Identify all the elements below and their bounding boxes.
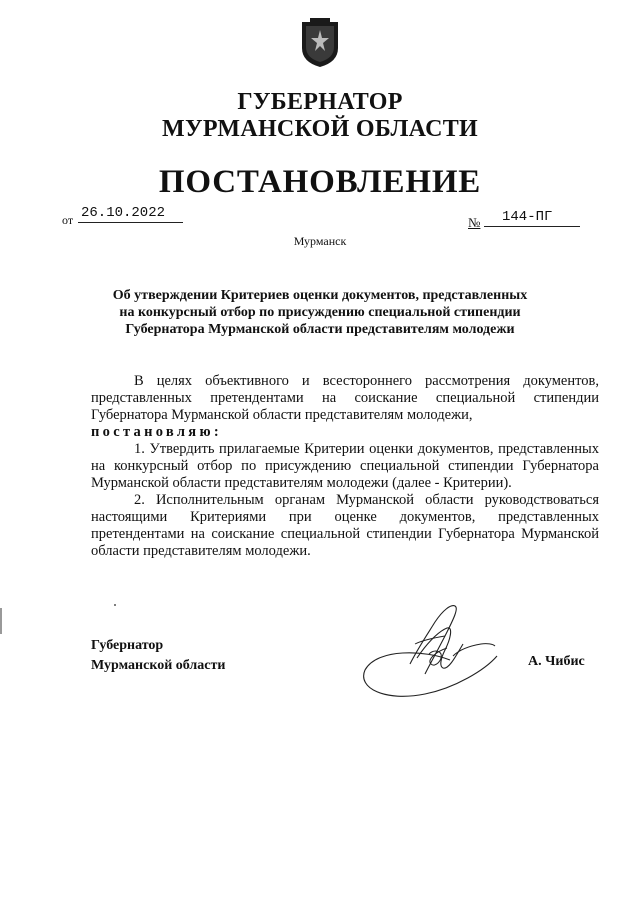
item-2-paragraph: 2. Исполнительным органам Мурманской области руководствоваться настоящими Критериями при оценке документов, представленных претендентами на соискание специальной стипендии Губернатора Мурманской области представителям молодежи. bbox=[91, 492, 599, 559]
document-body bbox=[91, 373, 599, 560]
city-name: Мурманск bbox=[293, 234, 347, 248]
item-1-paragraph: 1. Утвердить прилагаемые Критерии оценки документов, представленных на конкурсный отбор по присуждению специальной стипендии Губернатора Мурманской области представителям молодежи (далее - Критерии). bbox=[91, 441, 599, 491]
subject-line: Об утверждении Критериев оценки документов, представленных bbox=[112, 288, 528, 303]
document-number: 144-ПГ bbox=[484, 208, 580, 227]
signatory-role bbox=[91, 636, 225, 676]
authority-title-line2: МУРМАНСКОЙ ОБЛАСТИ bbox=[162, 116, 478, 142]
scan-speck bbox=[114, 604, 116, 606]
subject-line: Губернатора Мурманской области представителям молодежи bbox=[125, 322, 515, 337]
intro-text: В целях объективного и всестороннего рассмотрения документов, представленных претендентами на соискание специальной стипендии Губернатора Мурманской области представителям молодежи, bbox=[91, 373, 599, 423]
number-prefix: № bbox=[468, 215, 481, 230]
scan-edge-mark bbox=[0, 608, 2, 634]
signatory-role-line2: Мурманской области bbox=[91, 658, 226, 673]
handwritten-signature-icon bbox=[355, 598, 505, 708]
intro-paragraph bbox=[91, 373, 599, 441]
document-type-title: ПОСТАНОВЛЕНИЕ bbox=[158, 164, 482, 200]
date-prefix: от bbox=[62, 213, 74, 227]
authority-title-line1: ГУБЕРНАТОР bbox=[237, 89, 403, 115]
document-subject bbox=[80, 287, 560, 338]
subject-line: на конкурсный отбор по присуждению специальной стипендии bbox=[119, 305, 521, 320]
document-date: 26.10.2022 bbox=[78, 204, 183, 223]
decree-word: постановляю: bbox=[91, 424, 222, 440]
signatory-role-line1: Губернатор bbox=[91, 638, 164, 653]
signatory-name: А. Чибис bbox=[528, 654, 585, 669]
coat-of-arms-icon bbox=[300, 18, 340, 68]
